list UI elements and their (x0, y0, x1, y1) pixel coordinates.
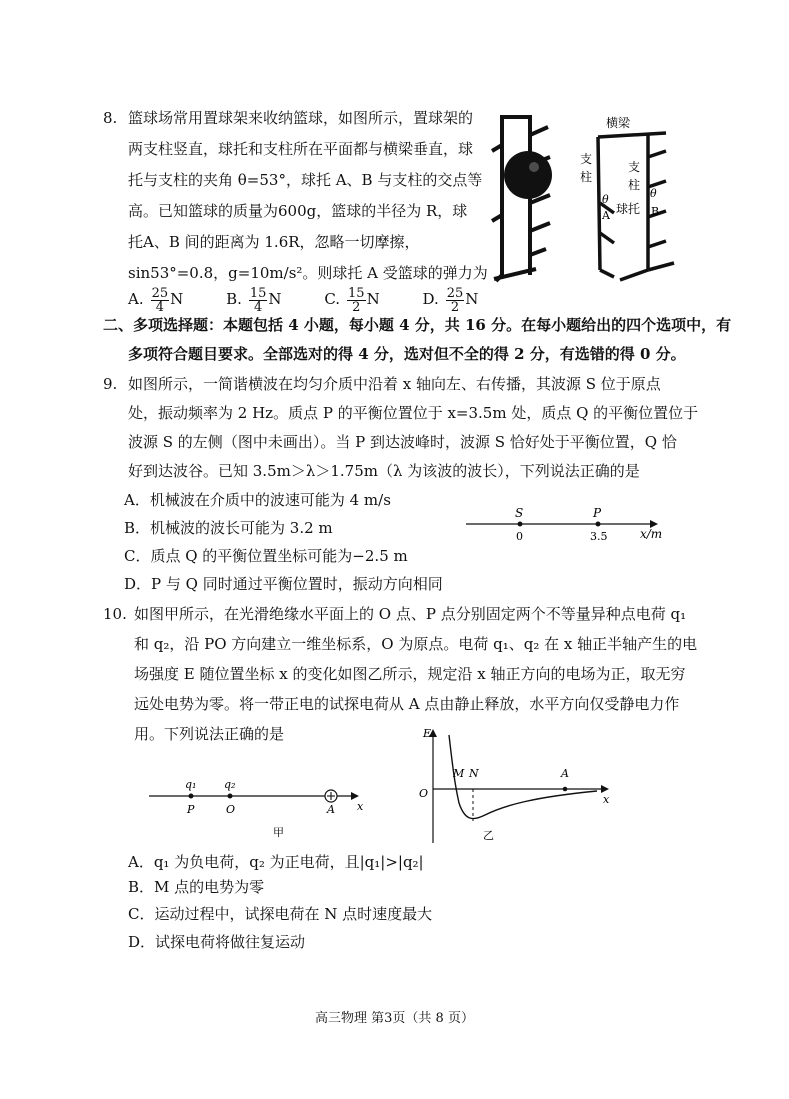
question-number: 10. (103, 605, 127, 623)
x-axis-label: x (603, 793, 610, 806)
options-row (128, 284, 516, 314)
question-text-line: 用。下列说法正确的是 (134, 725, 285, 743)
option-d[interactable]: D. $\frac{25}{2}$ N (422, 285, 479, 315)
p-label: P (187, 803, 195, 816)
fraction: $\frac{25}{4}$ (151, 285, 169, 315)
beam-label: 横梁 (606, 116, 631, 130)
question-text-line: 好到达波谷。已知 3.5m＞λ＞1.75m（λ 为该波的波长），下列说法正确的是 (128, 462, 640, 480)
a-label: A (561, 767, 569, 780)
p-coordinate-label: 3.5 (590, 530, 608, 543)
question-text-line: 波源 S 的左侧（图中未画出）。当 P 到达波峰时，波源 S 恰好处于平衡位置，Q 恰 (128, 433, 677, 451)
theta-label: θ (602, 193, 609, 206)
section-heading-line: 多项符合题目要求。全部选对的得 4 分，选对但不全的得 2 分，有选错的得 0 分。 (128, 345, 686, 363)
option-a[interactable]: A. $\frac{25}{4}$ N (128, 285, 184, 315)
rack-drawing (492, 115, 550, 281)
question-text-line: 两支柱竖直，球托和支柱所在平面都与横梁垂直，球 (128, 140, 474, 158)
m-label: M (453, 767, 465, 780)
x-label: x (357, 800, 364, 813)
ball-rack-figure (488, 105, 688, 290)
point-a-label: A (602, 209, 610, 222)
n-label: N (469, 767, 479, 780)
origin-label: O (419, 787, 429, 800)
point-p-label: P (593, 506, 602, 520)
section-heading-line: 二、多项选择题：本题包括 4 小题，每小题 4 分，共 16 分。在每小题给出的四个选项中，有 (103, 316, 732, 334)
source-label: S (515, 506, 524, 520)
q2-label: q₂ (224, 778, 236, 791)
o-label: O (226, 803, 236, 816)
option-c[interactable]: C．质点 Q 的平衡位置坐标可能为−2.5 m (124, 547, 408, 565)
figure-yi (415, 725, 615, 850)
pillar-label-right: 支 (628, 160, 641, 174)
question-text-line: 场强度 E 随位置坐标 x 的变化如图乙所示，规定沿 x 轴正方向的电场为正，取无穷 (134, 665, 686, 683)
fraction: $\frac{25}{2}$ (446, 285, 464, 315)
point-p (596, 522, 601, 527)
x-axis-label: x/m (640, 527, 663, 541)
question-number: 8. (103, 109, 118, 127)
question-text-line: sin53°=0.8，g=10m/s²。则球托 A 受篮球的弹力为 (128, 264, 488, 282)
question-text-line: 处，振动频率为 2 Hz。质点 P 的平衡位置位于 x=3.5m 处，质点 Q 的平衡位置位于 (128, 404, 699, 422)
point-a (563, 787, 568, 792)
fraction: $\frac{15}{4}$ (249, 285, 267, 315)
charge-q2 (228, 794, 233, 799)
option-c[interactable]: C．运动过程中，试探电荷在 N 点时速度最大 (128, 905, 433, 923)
question-text-line: 和 q₂，沿 PO 方向建立一维坐标系，O 为原点。电荷 q₁、q₂ 在 x 轴正半轴产生的电 (134, 635, 698, 653)
page-footer: 高三物理 第3页（共 8 页） (315, 1011, 474, 1026)
e-axis-label: E (423, 727, 432, 740)
pillar-label-left: 柱 (580, 170, 593, 184)
holder-label: 球托 (616, 202, 641, 216)
question-text-line: 托与支柱的夹角 θ=53°，球托 A、B 与支柱的交点等 (128, 171, 483, 189)
question-text-line: 如图所示，一简谐横波在均匀介质中沿着 x 轴向左、右传播，其波源 S 位于原点 (128, 375, 661, 393)
q1-label: q₁ (185, 778, 197, 791)
question-text-line: 篮球场常用置球架来收纳篮球，如图所示，置球架的 (128, 109, 474, 127)
option-d[interactable]: D．P 与 Q 同时通过平衡位置时，振动方向相同 (124, 575, 443, 593)
wave-axis-figure (460, 502, 670, 544)
question-number: 9. (103, 375, 118, 393)
figure-caption: 甲 (273, 826, 284, 839)
figure-caption: 乙 (483, 829, 494, 842)
theta-label: θ (650, 187, 657, 200)
option-b[interactable]: B．机械波的波长可能为 3.2 m (124, 519, 333, 537)
source-point (518, 522, 523, 527)
charge-q1 (189, 794, 194, 799)
option-a[interactable]: A．机械波在介质中的波速可能为 4 m/s (124, 491, 391, 509)
figure-jia (145, 770, 375, 840)
option-a[interactable]: A．q₁ 为负电荷，q₂ 为正电荷，且|q₁|>|q₂| (128, 853, 424, 871)
a-label: A (327, 803, 335, 816)
question-text-line: 高。已知篮球的质量为600g，篮球的半径为 R，球 (128, 202, 468, 220)
basketball (504, 151, 552, 199)
option-b[interactable]: B. $\frac{15}{4}$ N (226, 285, 282, 315)
fraction: $\frac{15}{2}$ (348, 285, 365, 315)
option-d[interactable]: D．试探电荷将做往复运动 (128, 933, 306, 951)
question-text-line: 托A、B 间的距离为 1.6R，忽略一切摩擦， (128, 233, 420, 251)
option-b[interactable]: B．M 点的电势为零 (128, 878, 265, 896)
pillar-label-right: 柱 (628, 178, 641, 192)
pillar-label-left: 支 (580, 152, 593, 166)
origin-label: 0 (516, 530, 523, 543)
option-c[interactable]: C. $\frac{15}{2}$ N (324, 285, 380, 315)
question-text-line: 远处电势为零。将一带正电的试探电荷从 A 点由静止释放，水平方向仅受静电力作 (134, 695, 680, 713)
point-b-label: B (651, 205, 660, 218)
question-text-line: 如图甲所示，在光滑绝缘水平面上的 O 点、P 点分别固定两个不等量异种点电荷 q₁ (134, 605, 687, 623)
